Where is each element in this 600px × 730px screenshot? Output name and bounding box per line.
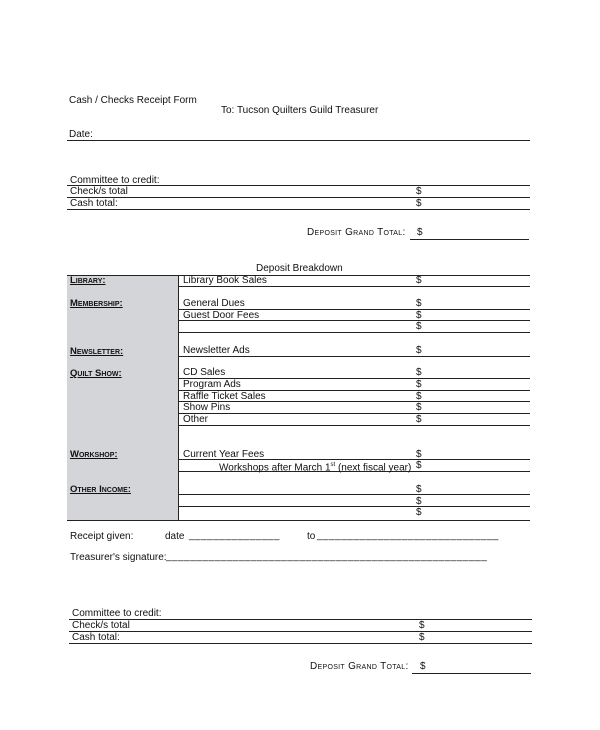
checks-total-field-bottom[interactable]: $ xyxy=(419,620,425,631)
row-divider xyxy=(69,619,532,620)
amount-field[interactable]: $ xyxy=(416,345,422,356)
grand-total-dollar-top: $ xyxy=(417,227,423,238)
form-title: Cash / Checks Receipt Form xyxy=(69,95,197,106)
amount-field[interactable]: $ xyxy=(416,402,422,413)
checks-total-label-bottom: Check/s total xyxy=(72,620,130,631)
column-divider xyxy=(178,275,179,521)
item-workshops-after-prefix: Workshops after March 1 xyxy=(219,462,331,474)
amount-field[interactable]: $ xyxy=(416,298,422,309)
row-divider xyxy=(67,197,530,198)
amount-field[interactable]: $ xyxy=(416,321,422,332)
row-divider xyxy=(69,631,532,632)
item-workshops-after-sup: st xyxy=(330,462,336,468)
amount-field[interactable]: $ xyxy=(416,507,422,518)
item-program-ads: Program Ads xyxy=(183,379,241,390)
breakdown-title: Deposit Breakdown xyxy=(256,263,343,274)
category-newsletter: Newsletter: xyxy=(70,346,124,357)
treasurer-signature-label: Treasurer's signature: xyxy=(70,552,167,563)
amount-field[interactable]: $ xyxy=(416,449,422,460)
date-label: Date: xyxy=(69,129,93,140)
cash-total-label-top: Cash total: xyxy=(70,198,118,209)
committee-label-top: Committee to credit: xyxy=(70,175,160,186)
receipt-to-label: to xyxy=(307,531,316,542)
amount-field[interactable]: $ xyxy=(416,391,422,402)
grand-total-field-bottom[interactable] xyxy=(412,673,531,674)
amount-field[interactable]: $ xyxy=(416,310,422,321)
amount-field[interactable]: $ xyxy=(416,496,422,507)
category-quilt-show: Quilt Show: xyxy=(70,368,122,379)
row-divider xyxy=(67,275,530,276)
item-workshops-after-suffix: (next fiscal year) xyxy=(335,462,412,474)
checks-total-label-top: Check/s total xyxy=(70,186,128,197)
row-divider xyxy=(67,520,530,521)
row-divider xyxy=(67,209,530,210)
row-divider xyxy=(67,185,530,186)
cash-total-field-bottom[interactable]: $ xyxy=(419,632,425,643)
category-workshop: Workshop: xyxy=(70,449,118,460)
item-workshops-after xyxy=(219,460,411,473)
item-guest-door-fees: Guest Door Fees xyxy=(183,310,260,321)
grand-total-dollar-bottom: $ xyxy=(420,661,426,672)
row-divider xyxy=(178,494,530,495)
item-general-dues: General Dues xyxy=(183,298,245,309)
to-line: To: Tucson Quilters Guild Treasurer xyxy=(221,105,379,116)
committee-label-bottom: Committee to credit: xyxy=(72,608,162,619)
item-cd-sales: CD Sales xyxy=(183,367,226,378)
cash-total-label-bottom: Cash total: xyxy=(72,632,120,643)
item-raffle-ticket-sales: Raffle Ticket Sales xyxy=(183,391,266,402)
item-current-year-fees: Current Year Fees xyxy=(183,449,265,460)
category-membership: Membership: xyxy=(70,298,123,309)
row-divider xyxy=(178,506,530,507)
category-library: Library: xyxy=(70,275,106,286)
grand-total-label-top: Deposit Grand Total: xyxy=(307,227,406,238)
cash-total-field-top[interactable]: $ xyxy=(416,198,422,209)
item-library-book-sales: Library Book Sales xyxy=(183,275,267,286)
row-divider xyxy=(178,425,530,426)
amount-field[interactable]: $ xyxy=(416,414,422,425)
receipt-given-label: Receipt given: xyxy=(70,531,134,542)
row-divider xyxy=(178,413,530,414)
date-field[interactable] xyxy=(67,140,530,141)
row-divider xyxy=(178,286,530,287)
amount-field[interactable]: $ xyxy=(416,484,422,495)
amount-field[interactable]: $ xyxy=(416,379,422,390)
treasurer-signature-field[interactable]: _____________________________________________________ xyxy=(166,551,488,562)
row-divider xyxy=(69,643,532,644)
amount-field[interactable]: $ xyxy=(416,275,422,286)
item-newsletter-ads: Newsletter Ads xyxy=(183,345,250,356)
category-other-income: Other Income: xyxy=(70,484,131,495)
item-show-pins: Show Pins xyxy=(183,402,231,413)
amount-field[interactable]: $ xyxy=(416,460,422,471)
row-divider xyxy=(178,356,530,357)
receipt-date-field[interactable]: _______________ xyxy=(189,530,280,541)
amount-field[interactable]: $ xyxy=(416,367,422,378)
receipt-to-field[interactable]: ______________________________ xyxy=(317,530,499,541)
grand-total-label-bottom: Deposit Grand Total: xyxy=(310,661,409,672)
row-divider xyxy=(178,332,530,333)
receipt-date-label: date xyxy=(165,531,185,542)
grand-total-field-top[interactable] xyxy=(410,239,529,240)
checks-total-field-top[interactable]: $ xyxy=(416,186,422,197)
item-other: Other xyxy=(183,414,209,425)
